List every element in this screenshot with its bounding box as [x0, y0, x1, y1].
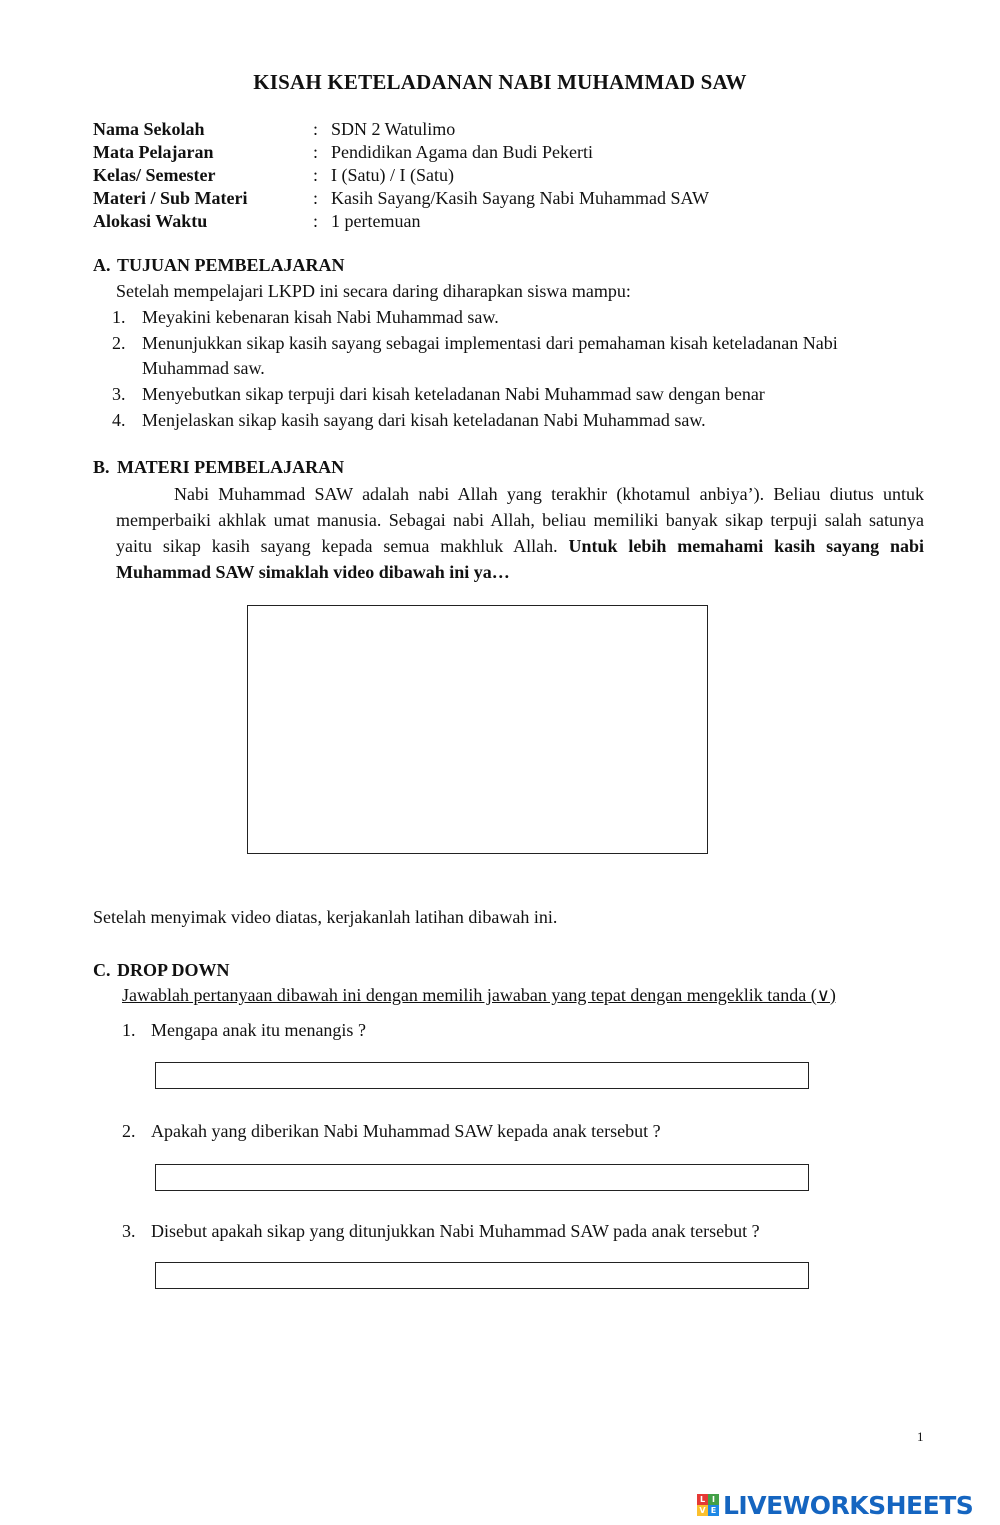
- item-number: 2.: [112, 333, 126, 353]
- list-item: [112, 382, 912, 407]
- info-colon: :: [313, 142, 319, 162]
- section-letter: B.: [93, 457, 110, 477]
- liveworksheets-brand[interactable]: [697, 1490, 973, 1520]
- info-row-material: [93, 187, 709, 210]
- logo-letter: V: [697, 1505, 708, 1516]
- question-number: 1.: [122, 1020, 136, 1040]
- liveworksheets-logo-icon: [697, 1494, 719, 1516]
- item-number: 3.: [112, 384, 126, 404]
- objectives-list: [112, 305, 912, 434]
- info-value: 1 pertemuan: [331, 211, 421, 231]
- dropdown-instruction: Jawablah pertanyaan dibawah ini dengan memilih jawaban yang tepat dengan mengeklik tanda (∨): [122, 985, 836, 1005]
- objectives-intro: Setelah mempelajari LKPD ini secara daring diharapkan siswa mampu:: [116, 281, 631, 301]
- page-number: 1: [917, 1429, 924, 1444]
- answer-dropdown-3[interactable]: [155, 1262, 809, 1289]
- question-number: 2.: [122, 1121, 136, 1141]
- section-title: DROP DOWN: [117, 960, 230, 980]
- list-item: [112, 408, 912, 433]
- info-row-class: [93, 164, 709, 187]
- info-row-time: [93, 210, 709, 233]
- question-text: Apakah yang diberikan Nabi Muhammad SAW kepada anak tersebut ?: [151, 1121, 661, 1141]
- section-title: MATERI PEMBELAJARAN: [117, 457, 345, 477]
- section-a-heading: [93, 255, 345, 276]
- info-colon: :: [313, 119, 319, 139]
- item-text: Menyebutkan sikap terpuji dari kisah keteladanan Nabi Muhammad saw dengan benar: [142, 384, 765, 404]
- item-text: Meyakini kebenaran kisah Nabi Muhammad saw.: [142, 307, 499, 327]
- item-number: 1.: [112, 307, 126, 327]
- logo-letter: E: [708, 1505, 719, 1516]
- question-3: [122, 1221, 760, 1242]
- item-text: Menjelaskan sikap kasih sayang dari kisah keteladanan Nabi Muhammad saw.: [142, 410, 706, 430]
- list-item: [112, 331, 912, 381]
- info-colon: :: [313, 211, 319, 231]
- logo-letter: I: [708, 1494, 719, 1505]
- section-c-heading: [93, 960, 230, 981]
- question-text: Disebut apakah sikap yang ditunjukkan Nabi Muhammad SAW pada anak tersebut ?: [151, 1221, 760, 1241]
- material-paragraph: [116, 481, 924, 585]
- section-letter: A.: [93, 255, 111, 275]
- brand-name: LIVEWORKSHEETS: [723, 1490, 974, 1520]
- item-number: 4.: [112, 410, 126, 430]
- after-video-text: Setelah menyimak video diatas, kerjakanlah latihan dibawah ini.: [93, 907, 558, 927]
- info-value: I (Satu) / I (Satu): [331, 165, 454, 185]
- question-2: [122, 1121, 661, 1142]
- info-value: Pendidikan Agama dan Budi Pekerti: [331, 142, 593, 162]
- info-label: Alokasi Waktu: [93, 211, 208, 231]
- question-1: [122, 1020, 366, 1041]
- info-row-school: [93, 118, 709, 141]
- video-frame[interactable]: [247, 605, 708, 854]
- info-colon: :: [313, 188, 319, 208]
- item-text: Menunjukkan sikap kasih sayang sebagai implementasi dari pemahaman kisah keteladanan Nabi Muhammad saw.: [142, 333, 838, 378]
- info-label: Kelas/ Semester: [93, 165, 216, 185]
- info-table: [93, 118, 709, 233]
- section-title: TUJUAN PEMBELAJARAN: [117, 255, 345, 275]
- info-value: Kasih Sayang/Kasih Sayang Nabi Muhammad SAW: [331, 188, 709, 208]
- answer-dropdown-1[interactable]: [155, 1062, 809, 1089]
- info-label: Mata Pelajaran: [93, 142, 214, 162]
- question-text: Mengapa anak itu menangis ?: [151, 1020, 366, 1040]
- logo-letter: L: [697, 1494, 708, 1505]
- paragraph-bold-text: Untuk lebih memahami kasih sayang nabi Muhammad SAW simaklah video dibawah ini ya…: [116, 536, 925, 582]
- list-item: [112, 305, 912, 330]
- info-label: Materi / Sub Materi: [93, 188, 248, 208]
- info-value: SDN 2 Watulimo: [331, 119, 456, 139]
- section-b-heading: [93, 457, 344, 478]
- section-letter: C.: [93, 960, 111, 980]
- paragraph-text: Nabi Muhammad SAW adalah nabi Allah yang terakhir (khotamul anbiya’). Beliau diutus untuk memperbaiki akhlak umat manusia. Sebagai nabi Allah, beliau memiliki banyak sikap terpuji salah satunya yaitu sikap kasih sayang kepada semua makhluk Allah.: [116, 484, 924, 556]
- page-title: KISAH KETELADANAN NABI MUHAMMAD SAW: [253, 70, 747, 94]
- question-number: 3.: [122, 1221, 136, 1241]
- info-colon: :: [313, 165, 319, 185]
- info-row-subject: [93, 141, 709, 164]
- answer-dropdown-2[interactable]: [155, 1164, 809, 1191]
- info-label: Nama Sekolah: [93, 119, 205, 139]
